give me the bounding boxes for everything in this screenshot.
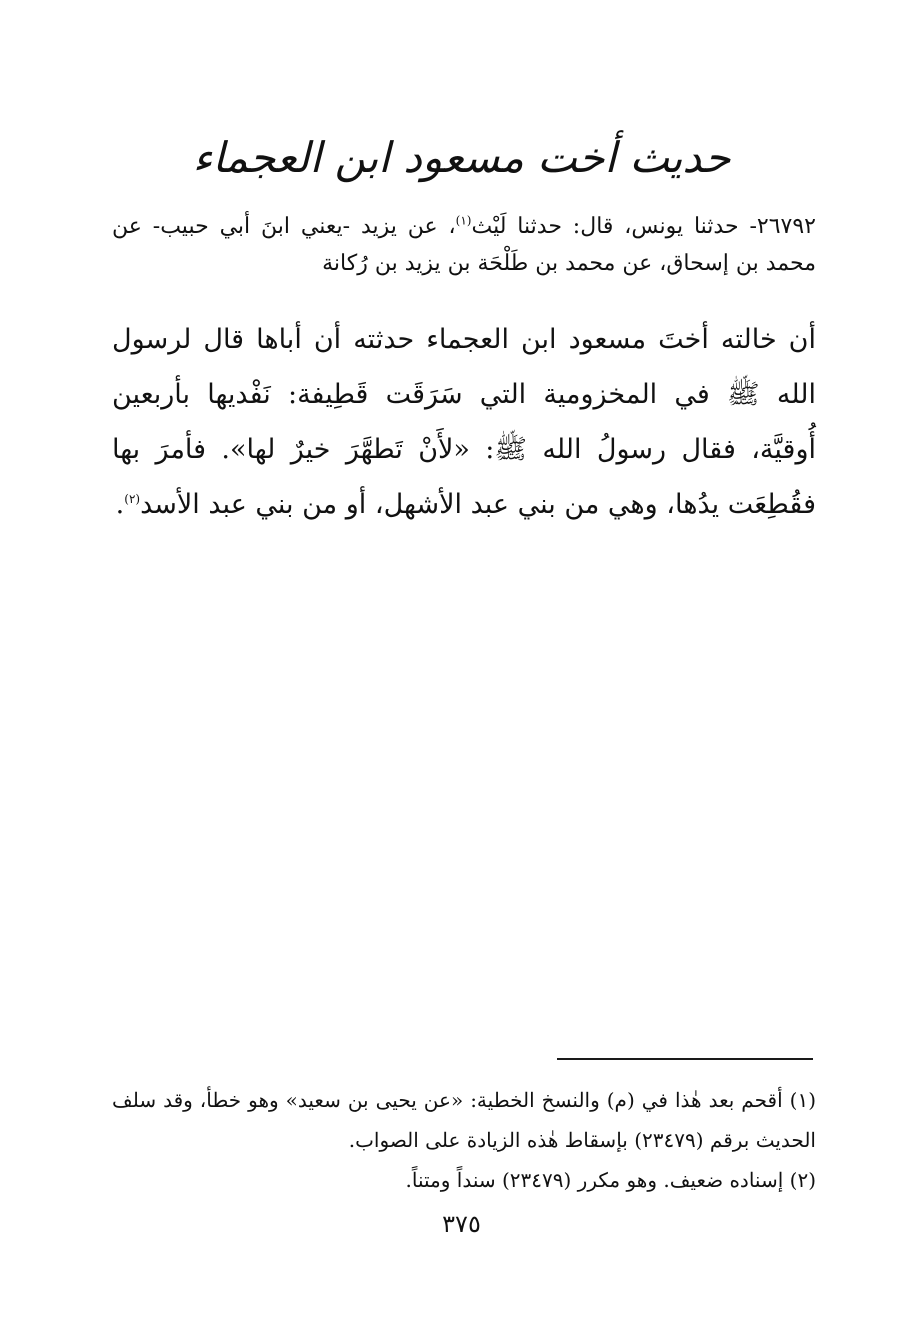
chapter-title: حديث أخت مسعود ابن العجماء xyxy=(192,133,731,182)
footnote-ref-2[interactable]: (٢) xyxy=(124,492,141,506)
isnad-text-start: ٢٦٧٩٢- حدثنا يونس، قال: حدثنا لَيْث xyxy=(471,214,816,239)
isnad-text-end: ، عن يزيد -يعني ابنَ أبي حبيب- عن محمد بن إسحاق، عن محمد بن طَلْحَة بن يزيد بن رُكانة xyxy=(112,214,816,276)
hadith-isnad xyxy=(112,208,816,282)
matn-text: أن خالته أختَ مسعود ابن العجماء حدثته أن أباها قال لرسول الله ﷺ في المخزومية التي سَرَقَت قَطِيفة: نَفْديها بأربعين أُوقيَّة، فقال رسولُ الله ﷺ: «لأَنْ تَطهَّرَ خيرٌ لها». فأمرَ بها فقُطِعَت يدُها، وهي من بني عبد الأشهل، أو من بني عبد الأسد xyxy=(112,324,816,520)
footnote-1: (١) أقحم بعد هٰذا في (م) والنسخ الخطية: «عن يحيى بن سعيد» وهو خطأ، وقد سلف الحديث برقم (٢٣٤٧٩) بإسقاط هٰذه الزيادة على الصواب. xyxy=(112,1088,816,1152)
page-number: ٣٧٥ xyxy=(442,1210,481,1238)
footnote-divider xyxy=(557,1058,813,1060)
footnotes xyxy=(112,1080,816,1200)
footnote-ref-1[interactable]: (١) xyxy=(455,213,472,228)
footnote-2: (٢) إسناده ضعيف. وهو مكرر (٢٣٤٧٩) سنداً ومتناً. xyxy=(405,1168,816,1192)
matn-text-end: . xyxy=(115,489,125,520)
hadith-matn xyxy=(112,312,816,532)
